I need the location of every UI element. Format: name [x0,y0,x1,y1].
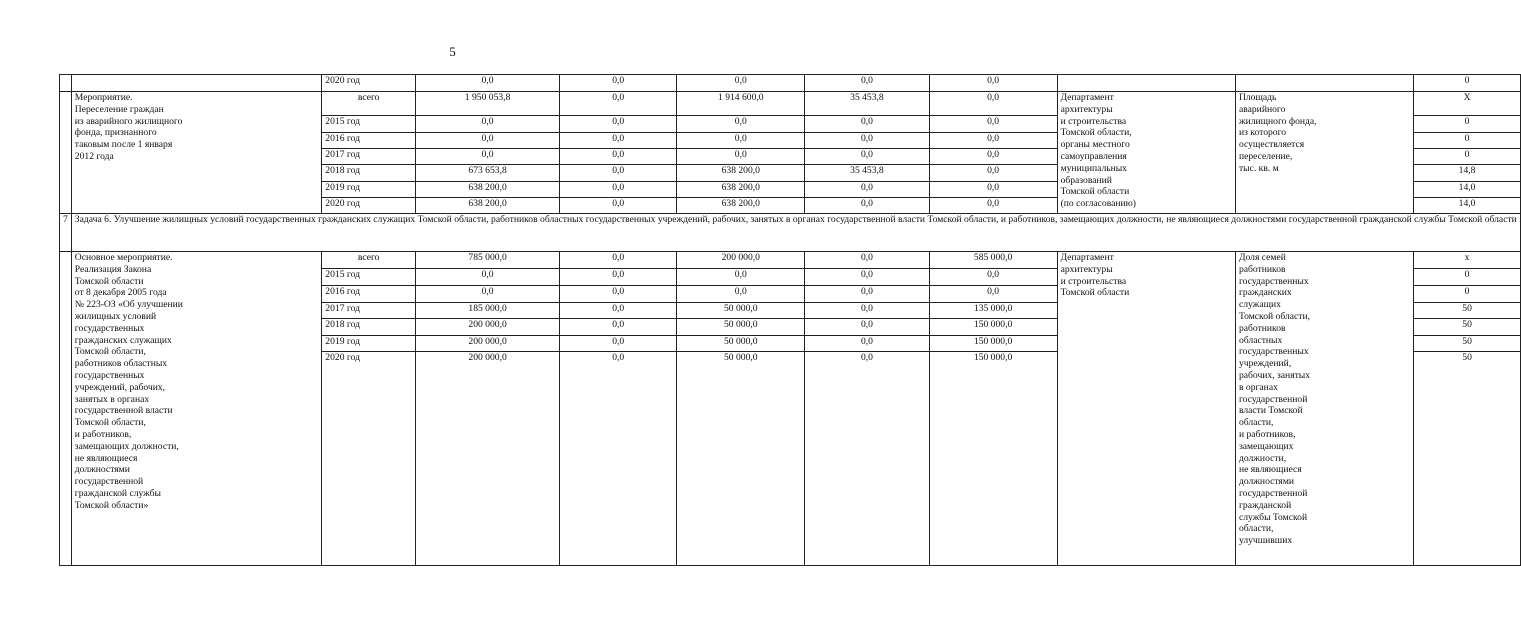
value-cell: 0,0 [416,75,560,92]
value-cell: 0,0 [560,303,677,319]
value-cell: 0,0 [416,133,560,149]
value-cell: 0,0 [416,116,560,133]
value-cell: 185 000,0 [416,303,560,319]
value-cell: 0,0 [805,319,929,336]
task-row [60,214,1521,252]
indicator-value-cell: 0 [1414,116,1520,133]
value-cell: 0,0 [560,352,677,566]
value-cell: 0,0 [416,286,560,303]
value-cell: 0,0 [929,165,1057,182]
value-cell: 1 950 053,8 [416,92,560,116]
task-text-cell: Задача 6. Улучшение жилищных условий государственных гражданских служащих Томской области, работников областных государственных учреждений, рабочих, занятых в органах государственной власти Томской области, и работников, замещающих должности, не являющиеся должностями государственной гражданской службы Томской области [71,214,1520,252]
value-cell: 0,0 [929,92,1057,116]
indicator-value-cell: 14,0 [1414,198,1520,214]
year-cell: 2019 год [322,336,416,352]
value-cell: 638 200,0 [677,182,805,198]
value-cell: 0,0 [805,75,929,92]
value-cell: 0,0 [677,149,805,165]
indicator-value-cell: x [1414,252,1520,269]
value-cell: 0,0 [677,269,805,286]
executor-cell: Департамент архитектуры и строительства Томской области, органы местного самоуправления муниципальных образований Томской области (по согласованию) [1057,92,1235,214]
value-cell: 0,0 [805,303,929,319]
year-cell: всего [322,92,416,116]
table-row [60,75,1521,92]
indicator-cell: Площадь аварийного жилищного фонда, из которого осуществляется переселение, тыс. кв. м [1235,92,1413,214]
row-index-cell [60,75,72,92]
value-cell: 0,0 [805,336,929,352]
value-cell: 0,0 [560,252,677,269]
indicator-value-cell: X [1414,92,1520,116]
value-cell: 0,0 [929,133,1057,149]
value-cell: 150 000,0 [929,352,1057,566]
value-cell: 200 000,0 [416,352,560,566]
value-cell: 0,0 [929,116,1057,133]
indicator-value-cell: 0 [1414,133,1520,149]
executor-cell: Департамент архитектуры и строительства Томской области [1057,252,1235,566]
value-cell: 638 200,0 [416,198,560,214]
executor-cell [1057,75,1235,92]
value-cell: 50 000,0 [677,303,805,319]
value-cell: 0,0 [560,198,677,214]
value-cell: 638 200,0 [416,182,560,198]
indicator-value-cell: 50 [1414,336,1520,352]
value-cell: 135 000,0 [929,303,1057,319]
value-cell: 0,0 [929,149,1057,165]
row-index-cell [60,92,72,214]
value-cell: 0,0 [560,116,677,133]
value-cell: 0,0 [805,116,929,133]
value-cell: 200 000,0 [416,319,560,336]
row-index-cell [60,252,72,566]
indicator-value-cell: 50 [1414,352,1520,566]
year-cell: всего [322,252,416,269]
indicator-cell: Доля семей работников государственных гражданских служащих Томской области, работников областных государственных учреждений, рабочих, занятых в органах государственной власти Томской области, и работников, замещающих должности, не являющиеся должностями государственной гражданской службы Томской области, улучшивших [1235,252,1413,566]
indicator-value-cell: 14,0 [1414,182,1520,198]
value-cell: 0,0 [416,149,560,165]
value-cell: 150 000,0 [929,319,1057,336]
indicator-value-cell: 50 [1414,303,1520,319]
activity-cell: Мероприятие. Переселение граждан из аварийного жилищного фонда, признанного таковым после 1 января 2012 года [71,92,322,214]
year-cell: 2018 год [322,165,416,182]
value-cell: 50 000,0 [677,336,805,352]
table-row [60,252,1521,269]
value-cell: 200 000,0 [416,336,560,352]
value-cell: 35 453,8 [805,165,929,182]
year-cell: 2017 год [322,149,416,165]
indicator-value-cell: 0 [1414,75,1520,92]
value-cell: 0,0 [677,75,805,92]
value-cell: 35 453,8 [805,92,929,116]
value-cell: 0,0 [560,133,677,149]
value-cell: 50 000,0 [677,319,805,336]
value-cell: 0,0 [805,149,929,165]
value-cell: 0,0 [677,133,805,149]
value-cell: 0,0 [560,336,677,352]
year-cell: 2020 год [322,75,416,92]
value-cell: 0,0 [560,149,677,165]
year-cell: 2015 год [322,269,416,286]
value-cell: 150 000,0 [929,336,1057,352]
year-cell: 2020 год [322,198,416,214]
value-cell: 0,0 [929,269,1057,286]
value-cell: 0,0 [805,198,929,214]
value-cell: 638 200,0 [677,165,805,182]
value-cell: 0,0 [677,286,805,303]
year-cell: 2020 год [322,352,416,566]
indicator-cell [1235,75,1413,92]
activity-cell: Основное мероприятие. Реализация Закона Томской области от 8 декабря 2005 года № 223-ОЗ «Об улучшении жилищных условий государственных гражданских служащих Томской области, работников областных государственных учреждений, рабочих, занятых в органах государственной власти Томской области, и работников, замещающих должности, не являющиеся должностями государственной гражданской службы Томской области» [71,252,322,566]
value-cell: 0,0 [560,75,677,92]
value-cell: 0,0 [929,198,1057,214]
value-cell: 0,0 [560,286,677,303]
value-cell: 50 000,0 [677,352,805,566]
year-cell: 2016 год [322,133,416,149]
program-table [59,74,1521,566]
value-cell: 0,0 [929,75,1057,92]
value-cell: 0,0 [560,319,677,336]
value-cell: 585 000,0 [929,252,1057,269]
year-cell: 2017 год [322,303,416,319]
year-cell: 2019 год [322,182,416,198]
value-cell: 200 000,0 [677,252,805,269]
value-cell: 0,0 [560,269,677,286]
value-cell: 0,0 [929,182,1057,198]
indicator-value-cell: 0 [1414,269,1520,286]
task-number-cell: 7 [60,214,72,252]
value-cell: 0,0 [805,252,929,269]
value-cell: 0,0 [805,182,929,198]
indicator-value-cell: 0 [1414,286,1520,303]
value-cell: 673 653,8 [416,165,560,182]
value-cell: 785 000,0 [416,252,560,269]
indicator-value-cell: 0 [1414,149,1520,165]
value-cell: 0,0 [805,269,929,286]
indicator-value-cell: 14,8 [1414,165,1520,182]
value-cell: 0,0 [805,286,929,303]
year-cell: 2015 год [322,116,416,133]
value-cell: 0,0 [677,116,805,133]
activity-cell [71,75,322,92]
value-cell: 0,0 [929,286,1057,303]
year-cell: 2016 год [322,286,416,303]
indicator-value-cell: 50 [1414,319,1520,336]
value-cell: 0,0 [416,269,560,286]
year-cell: 2018 год [322,319,416,336]
value-cell: 638 200,0 [677,198,805,214]
value-cell: 0,0 [805,133,929,149]
value-cell: 0,0 [560,182,677,198]
value-cell: 0,0 [805,352,929,566]
value-cell: 0,0 [560,165,677,182]
table-row [60,92,1521,116]
page-number: 5 [449,44,456,59]
value-cell: 1 914 600,0 [677,92,805,116]
value-cell: 0,0 [560,92,677,116]
